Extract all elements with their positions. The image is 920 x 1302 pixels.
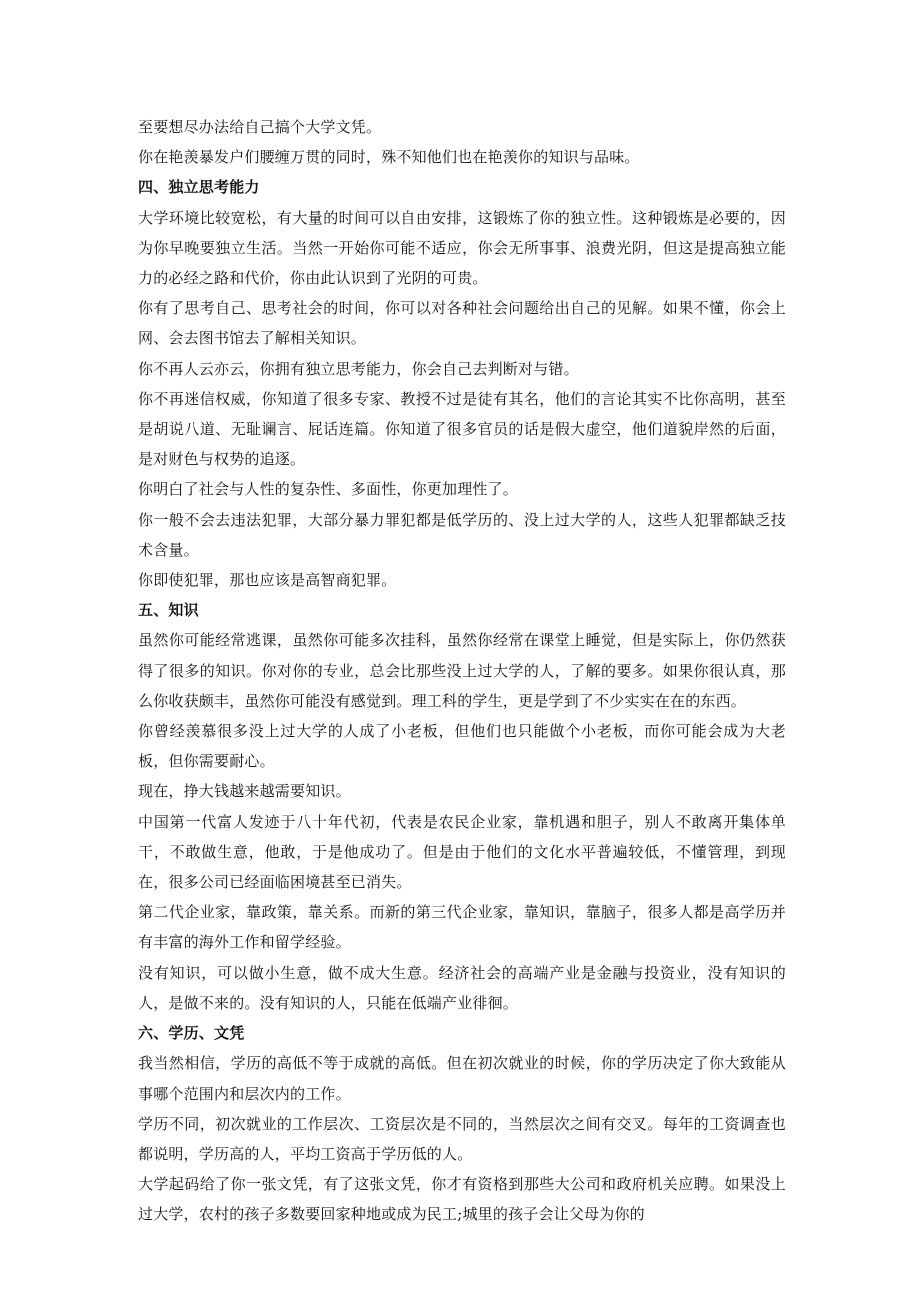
document-body (138, 112, 786, 1230)
paragraph: 你明白了社会与人性的复杂性、多面性，你更加理性了。 (138, 480, 519, 499)
paragraph: 你有了思考自己、思考社会的时间，你可以对各种社会问题给出自己的见解。如果不懂，你会上网、会去图书馆去了解相关知识。 (138, 299, 786, 348)
paragraph: 你不再人云亦云，你拥有独立思考能力，你会自己去判断对与错。 (138, 359, 579, 378)
paragraph: 虽然你可能经常逃课，虽然你可能多次挂科，虽然你经常在课堂上睡觉，但是实际上，你仍然获得了很多的知识。你对你的专业，总会比那些没上过大学的人，了解的要多。如果你很认真，那么你收获颇丰，虽然你可能没有感觉到。理工科的学生，更是学到了不少实实在在的东西。 (138, 631, 786, 710)
paragraph: 你在艳羡暴发户们腰缠万贯的同时，殊不知他们也在艳羡你的知识与品味。 (138, 148, 640, 167)
paragraph: 你一般不会去违法犯罪，大部分暴力罪犯都是低学历的、没上过大学的人，这些人犯罪都缺乏技术含量。 (138, 510, 786, 559)
paragraph: 你不再迷信权威，你知道了很多专家、教授不过是徒有其名，他们的言论其实不比你高明，甚至是胡说八道、无耻谰言、屁话连篇。你知道了很多官员的话是假大虚空，他们道貌岸然的后面，是对财色与权势的追逐。 (138, 389, 786, 469)
paragraph: 学历不同，初次就业的工作层次、工资层次是不同的，当然层次之间有交叉。每年的工资调查也都说明，学历高的人，平均工资高于学历低的人。 (138, 1114, 786, 1163)
paragraph: 至要想尽办法给自己搞个大学文凭。 (138, 118, 382, 136)
paragraph: 你即使犯罪，那也应该是高智商犯罪。 (138, 571, 397, 590)
paragraph: 你曾经羡慕很多没上过大学的人成了小老板，但他们也只能做个小老板，而你可能会成为大老板，但你需要耐心。 (138, 722, 786, 771)
paragraph: 我当然相信，学历的高低不等于成就的高低。但在初次就业的时候，你的学历决定了你大致能从事哪个范围内和层次内的工作。 (138, 1054, 786, 1103)
paragraph: 大学起码给了你一张文凭，有了这张文凭，你才有资格到那些大公司和政府机关应聘。如果没上过大学，农村的孩子多数要回家种地或成为民工;城里的孩子会让父母为你的 (138, 1175, 786, 1224)
paragraph: 第二代企业家，靠政策，靠关系。而新的第三代企业家，靠知识，靠脑子，很多人都是高学历并有丰富的海外工作和留学经验。 (138, 903, 786, 952)
paragraph: 大学环境比较宽松，有大量的时间可以自由安排，这锻炼了你的独立性。这种锻炼是必要的，因为你早晚要独立生活。当然一开始你可能不适应，你会无所事事、浪费光阴，但这是提高独立能力的必经之路和代价，你由此认识到了光阴的可贵。 (138, 208, 786, 288)
section-heading: 四、独立思考能力 (138, 178, 260, 197)
paragraph: 中国第一代富人发迹于八十年代初，代表是农民企业家，靠机遇和胆子，别人不敢离开集体单干，不敢做生意，他敢，于是他成功了。但是由于他们的文化水平普遍较低，不懂管理，到现在，很多公司已经面临困境甚至已消失。 (138, 812, 786, 892)
paragraph: 没有知识，可以做小生意，做不成大生意。经济社会的高端产业是金融与投资业，没有知识的人，是做不来的。没有知识的人，只能在低端产业徘徊。 (138, 963, 786, 1012)
section-heading: 五、知识 (138, 601, 199, 620)
paragraph: 现在，挣大钱越来越需要知识。 (138, 782, 351, 801)
section-heading: 六、学历、文凭 (138, 1024, 245, 1043)
